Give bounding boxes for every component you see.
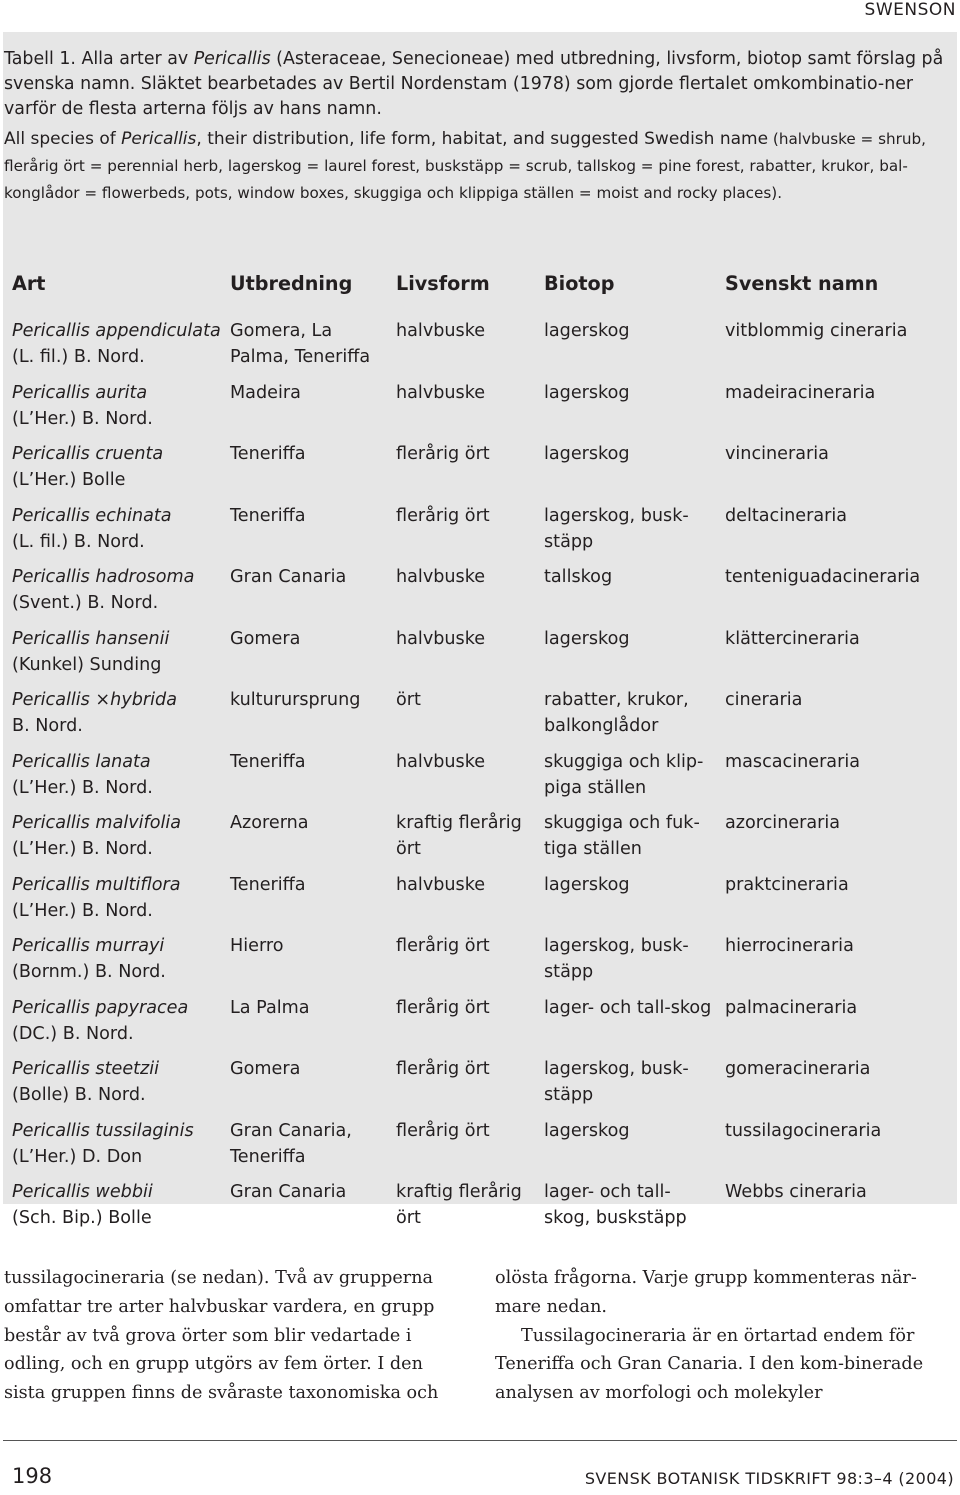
table-row — [3, 933, 957, 989]
caption-swedish-start: Tabell 1. Alla arter av — [4, 49, 194, 69]
table-caption-swedish — [4, 47, 950, 122]
body-right-paragraph-1: olösta frågorna. Varje grupp kommenteras när-mare nedan. — [495, 1268, 917, 1317]
header-utbredning: Utbredning — [230, 272, 353, 295]
table-row — [3, 810, 957, 866]
species-name: Pericallis lanata — [12, 751, 151, 772]
lifeform-cell: kraftig flerårig ört — [396, 813, 522, 859]
species-name: Pericallis papyracea — [12, 997, 189, 1018]
species-author: (L. fil.) B. Nord. — [12, 347, 145, 367]
lifeform-cell: flerårig ört — [396, 936, 490, 956]
species-author: (Kunkel) Sunding — [12, 654, 162, 675]
lifeform-cell: halvbuske — [396, 321, 486, 341]
swedish-name-cell: madeiracineraria — [725, 382, 876, 403]
biotope-cell: tallskog — [544, 567, 613, 587]
page-number: 198 — [12, 1464, 53, 1488]
distribution-cell: kulturursprung — [230, 690, 361, 710]
distribution-cell: Hierro — [230, 936, 284, 956]
table-row — [3, 995, 957, 1051]
species-author: B. Nord. — [12, 716, 83, 736]
biotope-cell: lagerskog — [544, 874, 630, 895]
distribution-cell: Gomera — [230, 628, 301, 649]
table-header-row — [3, 272, 957, 300]
species-cell — [12, 318, 227, 370]
species-cell — [12, 933, 227, 985]
species-cell — [12, 810, 227, 862]
species-author: (L. fil.) B. Nord. — [12, 531, 145, 552]
distribution-cell: Gomera, La Palma, Teneriffa — [230, 321, 371, 367]
swedish-name-cell: cineraria — [725, 690, 803, 710]
journal-name: SVENSK BOTANISK TIDSKRIFT 98:3–4 (2004) — [584, 1469, 954, 1488]
biotope-cell: lagerskog — [544, 444, 630, 464]
table-row — [3, 564, 957, 620]
swedish-name-cell: mascacineraria — [725, 751, 860, 772]
species-author: (Bornm.) B. Nord. — [12, 962, 166, 982]
distribution-cell: Azorerna — [230, 813, 309, 833]
lifeform-cell: halvbuske — [396, 628, 486, 649]
lifeform-cell: flerårig ört — [396, 997, 490, 1018]
species-name: Pericallis multiflora — [12, 874, 181, 895]
table-row — [3, 1179, 957, 1235]
species-cell — [12, 1179, 227, 1231]
caption-english-start: All species of — [4, 129, 122, 149]
species-name: Pericallis cruenta — [12, 444, 164, 464]
species-name: Pericallis tussilaginis — [12, 1120, 194, 1141]
distribution-cell: Teneriffa — [230, 751, 306, 772]
species-name: Pericallis murrayi — [12, 936, 165, 956]
caption-genus: Pericallis — [193, 49, 271, 69]
table-row — [3, 1056, 957, 1112]
species-name: Pericallis aurita — [12, 382, 148, 403]
species-author: (L’Her.) B. Nord. — [12, 900, 153, 921]
caption-english-rest: (halvbuske = shrub, flerårig ört = perennial herb, lagerskog = laurel forest, buskstäpp = scrub, tallskog = pine forest, rabatter, krukor, bal-konglådor = flowerbeds, pots, window boxes, skuggiga och klippiga ställen = moist and rocky places). — [4, 130, 926, 202]
table-row — [3, 380, 957, 436]
swedish-name-cell: tussilagocineraria — [725, 1120, 882, 1141]
table-row — [3, 872, 957, 928]
distribution-cell: Gran Canaria — [230, 1182, 347, 1202]
body-left-paragraph: tussilagocineraria (se nedan). Två av grupperna omfattar tre arter halvbuskar vardera, en grupp består av två grova örter som blir vedartade i odling, och en grupp utgörs av fem örter. I den sista gruppen finns de svåraste taxonomiska och — [4, 1268, 439, 1404]
distribution-cell: Madeira — [230, 382, 301, 403]
species-name: Pericallis steetzii — [12, 1059, 160, 1079]
lifeform-cell: kraftig flerårig ört — [396, 1182, 522, 1228]
table-row — [3, 503, 957, 559]
swedish-name-cell: Webbs cineraria — [725, 1182, 867, 1202]
species-cell — [12, 1056, 227, 1108]
species-cell — [12, 995, 227, 1047]
swedish-name-cell: klättercineraria — [725, 628, 860, 649]
table-panel — [3, 32, 957, 1228]
table-row — [3, 1118, 957, 1174]
lifeform-cell: flerårig ört — [396, 505, 490, 526]
distribution-cell: Teneriffa — [230, 874, 306, 895]
header-art: Art — [12, 272, 46, 295]
swedish-name-cell: gomeracineraria — [725, 1059, 871, 1079]
distribution-cell: Gomera — [230, 1059, 301, 1079]
biotope-cell: lagerskog, busk-stäpp — [544, 1059, 689, 1105]
running-head: SWENSON — [864, 0, 956, 20]
biotope-cell: lagerskog, busk-stäpp — [544, 505, 689, 552]
species-name: Pericallis appendiculata — [12, 321, 221, 341]
species-name: Pericallis malvifolia — [12, 813, 182, 833]
species-author: (Svent.) B. Nord. — [12, 593, 159, 613]
footer-divider — [3, 1440, 957, 1441]
species-name: Pericallis hansenii — [12, 628, 170, 649]
table-row — [3, 441, 957, 497]
body-left-column — [4, 1264, 464, 1408]
species-name: Pericallis hadrosoma — [12, 567, 195, 587]
distribution-cell: Gran Canaria — [230, 567, 347, 587]
biotope-cell: skuggiga och klip-piga ställen — [544, 751, 704, 798]
lifeform-cell: flerårig ört — [396, 1120, 490, 1141]
swedish-name-cell: deltacineraria — [725, 505, 848, 526]
species-name: Pericallis webbii — [12, 1182, 153, 1202]
caption-english-genus: Pericallis — [121, 129, 197, 149]
distribution-cell: La Palma — [230, 997, 310, 1018]
header-livsform: Livsform — [396, 272, 490, 295]
lifeform-cell: ört — [396, 690, 421, 710]
species-cell — [12, 503, 227, 555]
biotope-cell: rabatter, krukor, balkonglådor — [544, 690, 689, 736]
biotope-cell: lagerskog — [544, 1120, 630, 1141]
species-author: (L’Her.) D. Don — [12, 1146, 143, 1167]
species-author: (Bolle) B. Nord. — [12, 1085, 146, 1105]
species-author: (L’Her.) B. Nord. — [12, 408, 153, 429]
biotope-cell: lagerskog — [544, 321, 630, 341]
lifeform-cell: halvbuske — [396, 751, 486, 772]
species-author: (DC.) B. Nord. — [12, 1023, 134, 1044]
species-author: (Sch. Bip.) Bolle — [12, 1208, 152, 1228]
table-row — [3, 687, 957, 743]
biotope-cell: lagerskog — [544, 628, 630, 649]
swedish-name-cell: tenteniguadacineraria — [725, 567, 921, 587]
caption-swedish-rest: (Asteraceae, Senecioneae) med utbredning, livsform, biotop samt förslag på svenska namn. Släktet bearbetades av Bertil Nordenstam (1978) som gjorde flertalet omkombinatio-ner varför de flesta arterna följs av hans namn. — [4, 49, 944, 119]
biotope-cell: lagerskog, busk-stäpp — [544, 936, 689, 982]
species-cell — [12, 564, 227, 616]
species-cell — [12, 1118, 227, 1170]
species-cell — [12, 441, 227, 493]
swedish-name-cell: praktcineraria — [725, 874, 849, 895]
lifeform-cell: flerårig ört — [396, 444, 490, 464]
swedish-name-cell: vitblommig cineraria — [725, 321, 908, 341]
distribution-cell: Teneriffa — [230, 505, 306, 526]
species-author: (L’Her.) B. Nord. — [12, 839, 153, 859]
species-author: (L’Her.) Bolle — [12, 470, 126, 490]
distribution-cell: Teneriffa — [230, 444, 306, 464]
body-right-column — [495, 1264, 945, 1408]
header-biotop: Biotop — [544, 272, 615, 295]
swedish-name-cell: palmacineraria — [725, 997, 858, 1018]
species-cell — [12, 380, 227, 432]
species-cell — [12, 626, 227, 678]
table-caption-english — [4, 126, 950, 207]
table-row — [3, 749, 957, 805]
caption-english-mid: , their distribution, life form, habitat, and suggested Swedish name — [196, 129, 769, 149]
distribution-cell: Gran Canaria, Teneriffa — [230, 1120, 352, 1167]
lifeform-cell: halvbuske — [396, 874, 486, 895]
biotope-cell: lager- och tall-skog, buskstäpp — [544, 1182, 687, 1228]
table-row — [3, 626, 957, 682]
swedish-name-cell: vincineraria — [725, 444, 829, 464]
species-cell — [12, 749, 227, 801]
biotope-cell: lagerskog — [544, 382, 630, 403]
swedish-name-cell: hierrocineraria — [725, 936, 854, 956]
lifeform-cell: flerårig ört — [396, 1059, 490, 1079]
species-name: Pericallis echinata — [12, 505, 172, 526]
species-author: (L’Her.) B. Nord. — [12, 777, 153, 798]
species-cell — [12, 687, 227, 739]
lifeform-cell: halvbuske — [396, 382, 486, 403]
biotope-cell: lager- och tall-skog — [544, 997, 712, 1018]
biotope-cell: skuggiga och fuk-tiga ställen — [544, 813, 700, 859]
species-cell — [12, 872, 227, 924]
swedish-name-cell: azorcineraria — [725, 813, 841, 833]
table-row — [3, 318, 957, 374]
lifeform-cell: halvbuske — [396, 567, 486, 587]
header-svenskt-namn: Svenskt namn — [725, 272, 879, 295]
body-right-paragraph-2: Tussilagocineraria är en örtartad endem för Teneriffa och Gran Canaria. I den kom-binerade analysen av morfologi och molekyler — [495, 1325, 924, 1404]
species-name: Pericallis ×hybrida — [12, 690, 177, 710]
